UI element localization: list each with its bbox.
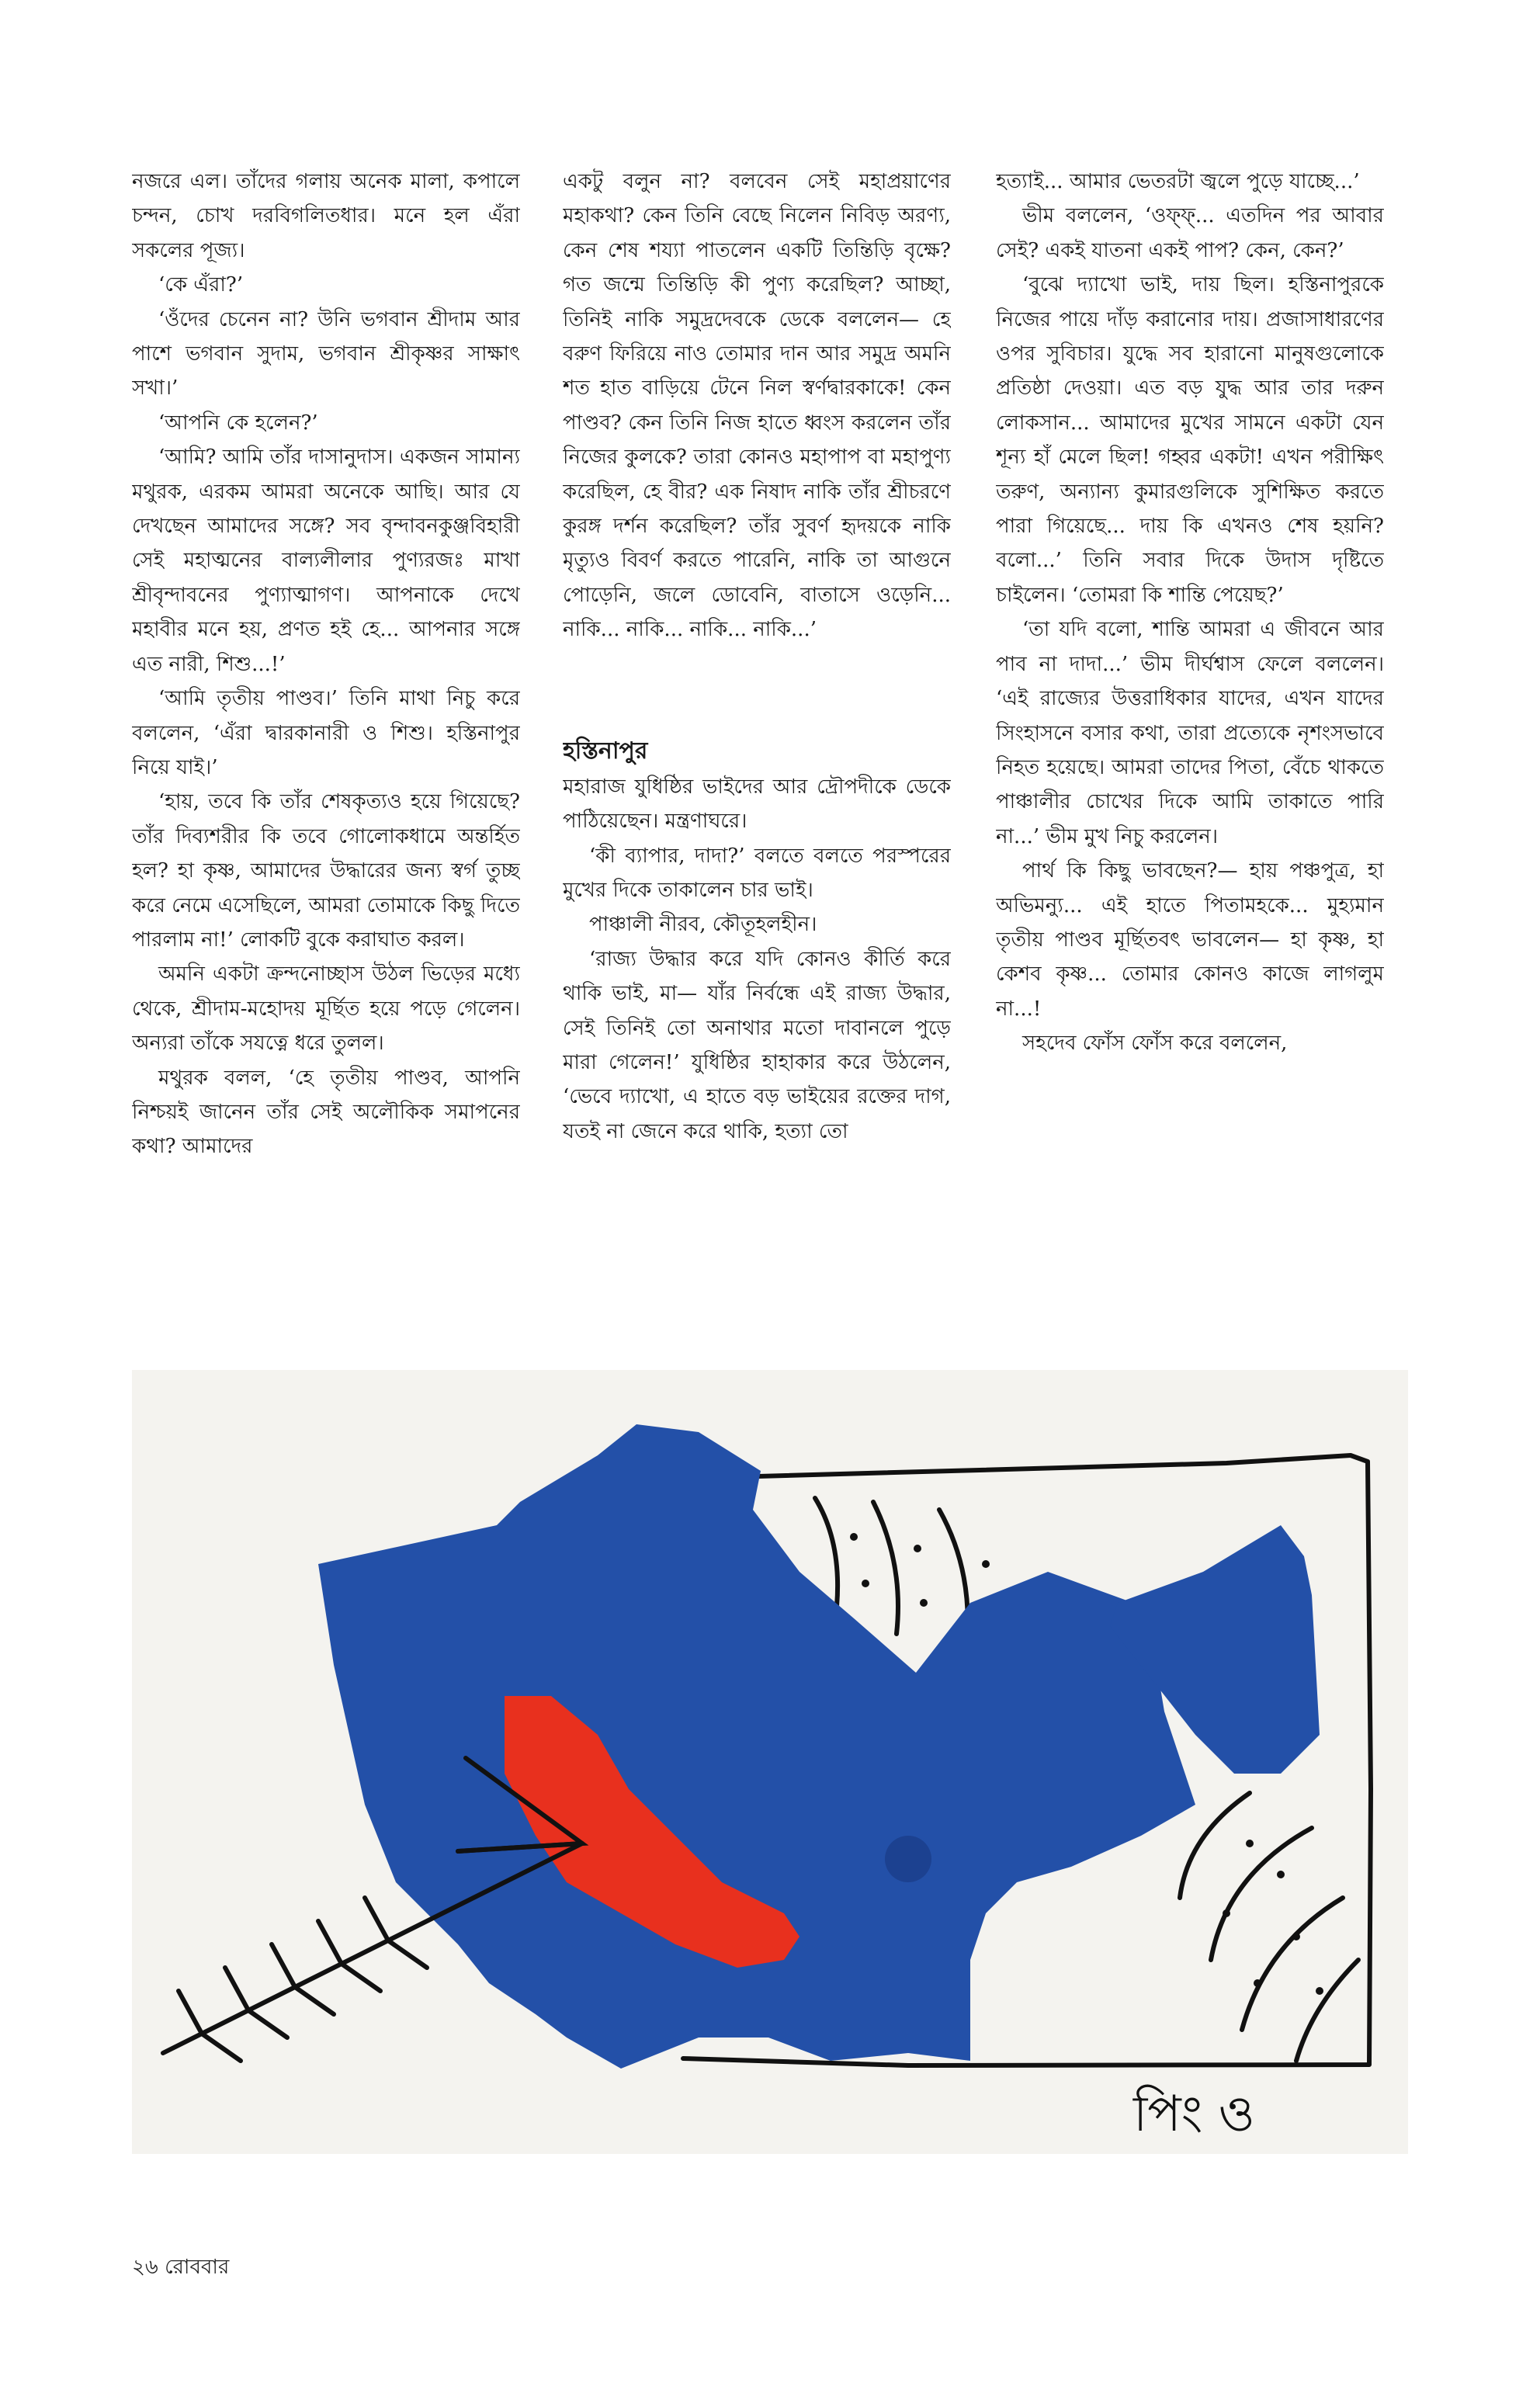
paragraph: ‘আমি তৃতীয় পাণ্ডব।’ তিনি মাথা নিচু করে বললেন, ‘এঁরা দ্বারকানারী ও শিশু। হস্তিনাপুর নিয়ে যাই।’ bbox=[132, 687, 520, 779]
text-column-2 bbox=[563, 165, 951, 1321]
paragraph: ‘আপনি কে হলেন?’ bbox=[158, 411, 318, 435]
paragraph: পার্থ কি কিছু ভাবছেন?— হায় পঞ্চপুত্র, হা অভিমন্যু... এই হাতে পিতামহকে... মুহ্যমান তৃতীয় পাণ্ডব মূর্ছিতবৎ ভাবলেন— হা কৃষ্ণ, হা কেশব কৃষ্ণ... তোমার কোনও কাজে লাগলুম না...! bbox=[996, 859, 1384, 1021]
paragraph: ভীম বললেন, ‘ওফ্‌ফ্‌... এতদিন পর আবার সেই? একই যাতনা একই পাপ? কেন, কেন?’ bbox=[996, 204, 1384, 262]
paragraph: ‘ওঁদের চেনেন না? উনি ভগবান শ্রীদাম আর পাশে ভগবান সুদাম, ভগবান শ্রীকৃষ্ণর সাক্ষাৎ সখা।’ bbox=[132, 307, 520, 401]
text-column-1 bbox=[132, 165, 520, 1321]
paragraph: ‘হায়, তবে কি তাঁর শেষকৃত্যও হয়ে গিয়েছে? তাঁর দিব্যশরীর কি তবে গোলোকধামে অন্তর্হিত হল? হা কৃষ্ণ, আমাদের উদ্ধারের জন্য স্বর্গ তুচ্ছ করে নেমে এসেছিলে, আমরা তোমাকে কিছু দিতে পারলাম না!’ লোকটি বুকে করাঘাত করল। bbox=[132, 790, 520, 952]
page-footer: ২৬ রোববার bbox=[132, 2256, 230, 2279]
paragraph: ‘বুঝে দ্যাখো ভাই, দায় ছিল। হস্তিনাপুরকে নিজের পায়ে দাঁড় করানোর দায়। প্রজাসাধারণের ওপর সুবিচার। যুদ্ধে সব হারানো মানুষগুলোকে প্রতিষ্ঠা দেওয়া। এত বড় যুদ্ধ আর তার দরুন লোকসান... আমাদের মুখের সামনে একটা যেন শূন্য হাঁ মেলে ছিল! গহ্বর একটা! এখন পরীক্ষিৎ তরুণ, অন্যান্য কুমারগুলিকে সুশিক্ষিত করতে পারা গিয়েছে... দায় কি এখনও শেষ হয়নি? বলো...’ তিনি সবার দিকে উদাস দৃষ্টিতে চাইলেন। ‘তোমরা কি শান্তি পেয়েছ?’ bbox=[996, 273, 1384, 607]
paragraph: ‘আমি? আমি তাঁর দাসানুদাস। একজন সামান্য মথুরক, এরকম আমরা অনেকে আছি। আর যে দেখছেন আমাদের সঙ্গে? সব বৃন্দাবনকুঞ্জবিহারী সেই মহাত্মনের বাল্যলীলার পুণ্যরজঃ মাখা শ্রীবৃন্দাবনের পুণ্যাত্মাগণ। আপনাকে দেখে মহাবীর মনে হয়, প্রণত হই হে... আপনার সঙ্গে এত নারী, শিশু...!’ bbox=[132, 446, 520, 676]
paragraph: ‘রাজ্য উদ্ধার করে যদি কোনও কীর্তি করে থাকি ভাই, মা— যাঁর নির্বন্ধে এই রাজ্য উদ্ধার, সেই তিনিই তো অনাথার মতো দাবানলে পুড়ে মারা গেলেন!’ যুধিষ্ঠির হাহাকার করে উঠলেন, ‘ভেবে দ্যাখো, এ হাতে বড় ভাইয়ের রক্তের দাগ, যতই না জেনে করে থাকি, হত্যা তো bbox=[563, 947, 951, 1143]
paragraph: পাঞ্চালী নীরব, কৌতূহলহীন। bbox=[589, 913, 817, 937]
paragraph: একটু বলুন না? বলবেন সেই মহাপ্রয়াণের মহাকথা? কেন তিনি বেছে নিলেন নিবিড় অরণ্য, কেন শেষ শয্যা পাতলেন একটি তিন্তিড়ি বৃক্ষে? গত জন্মে তিন্তিড়ি কী পুণ্য করেছিল? আচ্ছা, তিনিই নাকি সমুদ্রদেবকে ডেকে বললেন— হে বরুণ ফিরিয়ে নাও তোমার দান আর সমুদ্র অমনি শত হাত বাড়িয়ে টেনে নিল স্বর্ণদ্বারকাকে! কেন পাণ্ডব? কেন তিনি নিজ হাতে ধ্বংস করলেন তাঁর নিজের কুলকে? তারা কোনও মহাপাপ বা মহাপুণ্য করেছিল, হে বীর? এক নিষাদ নাকি তাঁর শ্রীচরণে কুরঙ্গ দর্শন করেছিল? তাঁর সুবর্ণ হৃদয়কে নাকি মৃত্যুও বিবর্ণ করতে পারেনি, নাকি তা আগুনে পোড়েনি, জলে ডোবেনি, বাতাসে ওড়েনি... নাকি... নাকি... নাকি... নাকি...’ bbox=[563, 170, 951, 642]
paragraph: হত্যাই... আমার ভেতরটা জ্বলে পুড়ে যাচ্ছে...’ bbox=[996, 170, 1360, 193]
paragraph: ‘তা যদি বলো, শান্তি আমরা এ জীবনে আর পাব না দাদা...’ ভীম দীর্ঘশ্বাস ফেলে বললেন। ‘এই রাজ্যের উত্তরাধিকার যাদের, এখন যাদের সিংহাসনে বসার কথা, তারা প্রত্যেকে নৃশংসভাবে নিহত হয়েছে। আমরা তাদের পিতা, বেঁচে থাকতে পাঞ্চালীর চোখের দিকে আমি তাকাতে পারি না...’ ভীম মুখ নিচু করলেন। bbox=[996, 618, 1384, 848]
text-column-3 bbox=[996, 165, 1384, 1321]
paragraph: ‘কী ব্যাপার, দাদা?’ বলতে বলতে পরস্পরের মুখের দিকে তাকালেন চার ভাই। bbox=[563, 844, 951, 902]
paragraph: নজরে এল। তাঁদের গলায় অনেক মালা, কপালে চন্দন, চোখ দরবিগলিতধার। মনে হল এঁরা সকলের পূজ্য। bbox=[132, 170, 520, 262]
collage-illustration bbox=[132, 1370, 1408, 2154]
paragraph: ‘কে এঁরা?’ bbox=[158, 273, 244, 297]
paragraph: মহারাজ যুধিষ্ঠির ভাইদের আর দ্রৌপদীকে ডেকে পাঠিয়েছেন। মন্ত্রণাঘরে। bbox=[563, 775, 951, 834]
paragraph: অমনি একটা ক্রন্দনোচ্ছাস উঠল ভিড়ের মধ্যে থেকে, শ্রীদাম-মহোদয় মূর্ছিত হয়ে পড়ে গেলেন। অন্যরা তাঁকে সযত্নে ধরে তুলল। bbox=[132, 962, 520, 1056]
section-heading: হস্তিনাপুর bbox=[563, 737, 648, 765]
paragraph: সহদেব ফোঁস ফোঁস করে বললেন, bbox=[1022, 1032, 1288, 1056]
ink-blot bbox=[885, 1836, 931, 1882]
artist-signature: পিং ও bbox=[1133, 2086, 1255, 2143]
paragraph: মথুরক বলল, ‘হে তৃতীয় পাণ্ডব, আপনি নিশ্চয়ই জানেন তাঁর সেই অলৌকিক সমাপনের কথা? আমাদের bbox=[132, 1066, 520, 1159]
